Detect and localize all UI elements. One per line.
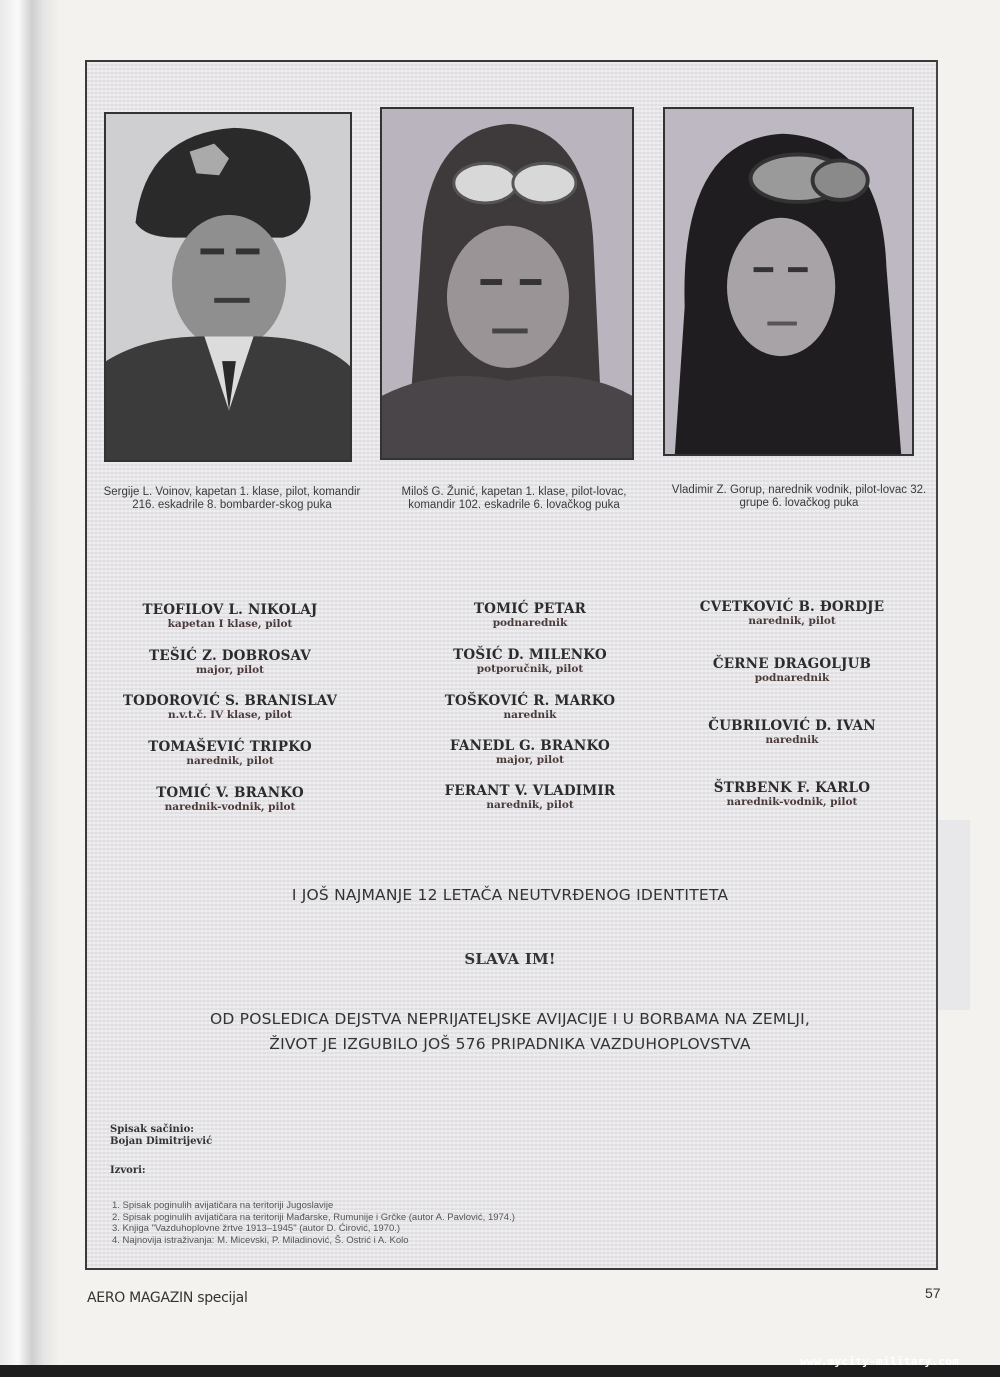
casualty-name: TODOROVIĆ S. BRANISLAV xyxy=(122,693,338,709)
casualty-name: TOŠKOVIĆ R. MARKO xyxy=(444,693,616,709)
casualty-entry xyxy=(90,693,370,722)
casualty-name: CVETKOVIĆ B. ĐORDJE xyxy=(699,599,885,615)
casualty-entry xyxy=(652,599,932,628)
casualty-entry xyxy=(390,783,670,812)
portrait-photo-voinov xyxy=(104,112,352,462)
source-item: 1. Spisak poginulih avijatičara na teritoriji Jugoslavije xyxy=(112,1200,334,1211)
compiled-by-label: Spisak sačinio: xyxy=(110,1124,194,1135)
casualty-name: TOŠIĆ D. MILENKO xyxy=(453,647,607,663)
casualty-entry xyxy=(652,656,932,685)
casualty-name: FANEDL G. BRANKO xyxy=(449,738,611,754)
portrait-photo-gorup xyxy=(663,107,914,456)
ground-loss-statement-line2: ŽIVOT JE IZGUBILO JOŠ 576 PRIPADNIKA VAZDUHOPLOVSTVA xyxy=(269,1035,751,1053)
casualty-name: TOMIĆ PETAR xyxy=(473,601,587,617)
casualty-rank: major, pilot xyxy=(196,664,264,676)
photo-caption: Sergije L. Voinov, kapetan 1. klase, pilot, komandir 216. eskadrile 8. bombarder-skog puka xyxy=(103,486,361,511)
casualty-rank: narednik, pilot xyxy=(186,755,274,767)
casualty-entry xyxy=(90,648,370,677)
photo-caption: Miloš G. Žunić, kapetan 1. klase, pilot-lovac, komandir 102. eskadrile 6. lovačkog puka xyxy=(401,486,627,511)
compiled-by-author: Bojan Dimitrijević xyxy=(110,1136,213,1147)
casualty-rank: narednik-vodnik, pilot xyxy=(726,796,858,808)
casualty-entry xyxy=(390,738,670,767)
casualty-rank: narednik, pilot xyxy=(748,615,836,627)
casualty-rank: narednik xyxy=(503,709,557,721)
casualty-rank: kapetan I klase, pilot xyxy=(167,618,293,630)
casualty-rank: major, pilot xyxy=(496,754,564,766)
unidentified-airmen-statement: I JOŠ NAJMANJE 12 LETAČA NEUTVRĐENOG IDENTITETA xyxy=(291,886,729,904)
source-item: 3. Knjiga "Vazduhoplovne žrtve 1913–1945" (autor D. Ćirović, 1970.) xyxy=(112,1223,401,1234)
magazine-spine-shadow xyxy=(0,0,60,1377)
casualty-name: TOMAŠEVIĆ TRIPKO xyxy=(148,739,312,755)
source-item: 4. Najnovija istraživanja: M. Micevski, P. Miladinović, Š. Ostrić i A. Kolo xyxy=(112,1234,409,1246)
casualty-entry xyxy=(390,647,670,676)
casualty-rank: podnarednik xyxy=(754,672,830,684)
casualty-rank: narednik-vodnik, pilot xyxy=(164,801,296,813)
casualty-entry xyxy=(652,718,932,747)
casualty-name: ČERNE DRAGOLJUB xyxy=(712,656,872,672)
casualty-rank: narednik xyxy=(765,734,819,746)
casualty-entry xyxy=(390,693,670,722)
casualty-name: TOMIĆ V. BRANKO xyxy=(156,785,304,801)
casualty-name: TEŠIĆ Z. DOBROSAV xyxy=(149,648,311,664)
casualty-name: ŠTRBENK F. KARLO xyxy=(713,780,871,796)
source-item: 2. Spisak poginulih avijatičara na teritoriji Mađarske, Rumunije i Grčke (autor A. Pavlović, 1974.) xyxy=(112,1211,515,1223)
casualty-name: TEOFILOV L. NIKOLAJ xyxy=(142,602,318,618)
photo-caption: Vladimir Z. Gorup, narednik vodnik, pilot-lovac 32. grupe 6. lovačkog puka xyxy=(671,484,927,509)
website-watermark: www.mycity-military.com xyxy=(800,1355,960,1368)
casualty-entry xyxy=(90,602,370,631)
ground-loss-statement-line1: OD POSLEDICA DEJSTVA NEPRIJATELJSKE AVIJACIJE I U BORBAMA NA ZEMLJI, xyxy=(209,1010,810,1028)
background-photo-strip xyxy=(938,820,970,1010)
portrait-image xyxy=(382,109,632,458)
casualty-rank: n.v.t.č. IV klase, pilot xyxy=(167,709,293,721)
casualty-rank: narednik, pilot xyxy=(486,799,574,811)
sources-title: Izvori: xyxy=(110,1165,146,1176)
portrait-image xyxy=(665,109,912,454)
portrait-image xyxy=(106,114,350,460)
portrait-photo-zunic xyxy=(380,107,634,460)
casualty-entry xyxy=(90,739,370,768)
sources-list xyxy=(112,1200,515,1246)
casualty-rank: podnarednik xyxy=(492,617,568,629)
casualty-name: FERANT V. VLADIMIR xyxy=(444,783,616,799)
casualty-rank: potporučnik, pilot xyxy=(476,663,584,675)
slava-im-heading: SLAVA IM! xyxy=(464,950,556,968)
casualty-entry xyxy=(390,601,670,630)
casualty-entry xyxy=(90,785,370,814)
page-number: 57 xyxy=(925,1285,941,1301)
compiled-by xyxy=(110,1124,212,1148)
casualty-name: ČUBRILOVIĆ D. IVAN xyxy=(708,718,876,734)
casualty-entry xyxy=(652,780,932,809)
publication-name: AERO MAGAZIN specijal xyxy=(87,1290,248,1306)
